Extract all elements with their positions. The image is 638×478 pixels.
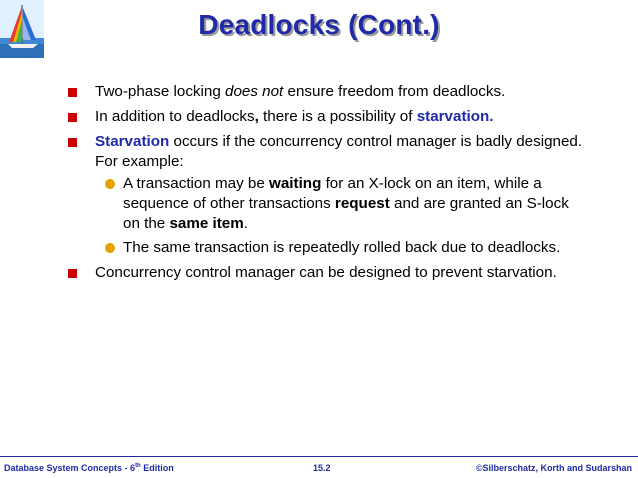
highlight-term: starvation. — [416, 108, 494, 125]
sub-bullet-list — [104, 174, 586, 258]
bullet-item — [66, 132, 586, 172]
keyword: same item — [169, 215, 244, 232]
round-bullet-icon — [105, 243, 115, 253]
keyword: waiting — [269, 175, 322, 192]
bullet-item — [66, 107, 586, 127]
bullet-item — [66, 263, 586, 283]
bold-comma: , — [254, 108, 259, 125]
footer-page-number: 15.2 — [313, 463, 331, 473]
sub-bullet-item — [104, 238, 586, 258]
square-bullet-icon — [68, 88, 77, 97]
sub-bullet-text: A transaction may be — [123, 175, 270, 192]
slide-title: Deadlocks (Cont.) — [198, 9, 440, 40]
bullet-text: occurs if the concurrency control manager is badly designed. For example: — [95, 133, 583, 170]
square-bullet-icon — [68, 138, 77, 147]
footer-superscript: th — [135, 463, 141, 469]
footer-copyright: ©Silberschatz, Korth and Sudarshan — [475, 463, 632, 473]
sub-bullet-text: for an X-lock on an item, while a sequence of other transactions — [123, 175, 542, 212]
keyword: request — [334, 195, 390, 212]
sub-bullet-text: . — [243, 215, 248, 232]
footer-divider — [0, 456, 638, 457]
square-bullet-icon — [68, 269, 77, 278]
footer-text: Database System Concepts - 6 — [4, 463, 136, 473]
bullet-text: Concurrency control manager can be designed to prevent starvation. — [95, 264, 557, 281]
bullet-text: ensure freedom from deadlocks. — [283, 83, 506, 100]
emphasis-text: does not — [225, 83, 284, 100]
highlight-term: Starvation — [95, 133, 170, 150]
round-bullet-icon — [105, 179, 115, 189]
sub-bullet-text: and are granted an S-lock on the — [123, 195, 569, 232]
bullet-text: there is a possibility of — [258, 108, 417, 125]
slide-content — [66, 82, 586, 288]
square-bullet-icon — [68, 113, 77, 122]
bullet-text: In addition to deadlocks — [95, 108, 255, 125]
bullet-text: Two-phase locking — [95, 83, 226, 100]
sub-bullet-text: The same transaction is repeatedly rolled back due to deadlocks. — [123, 239, 561, 256]
bullet-item — [66, 82, 586, 102]
footer-text: Edition — [140, 463, 174, 473]
sub-bullet-item — [104, 174, 586, 234]
footer-book-title — [4, 463, 174, 473]
